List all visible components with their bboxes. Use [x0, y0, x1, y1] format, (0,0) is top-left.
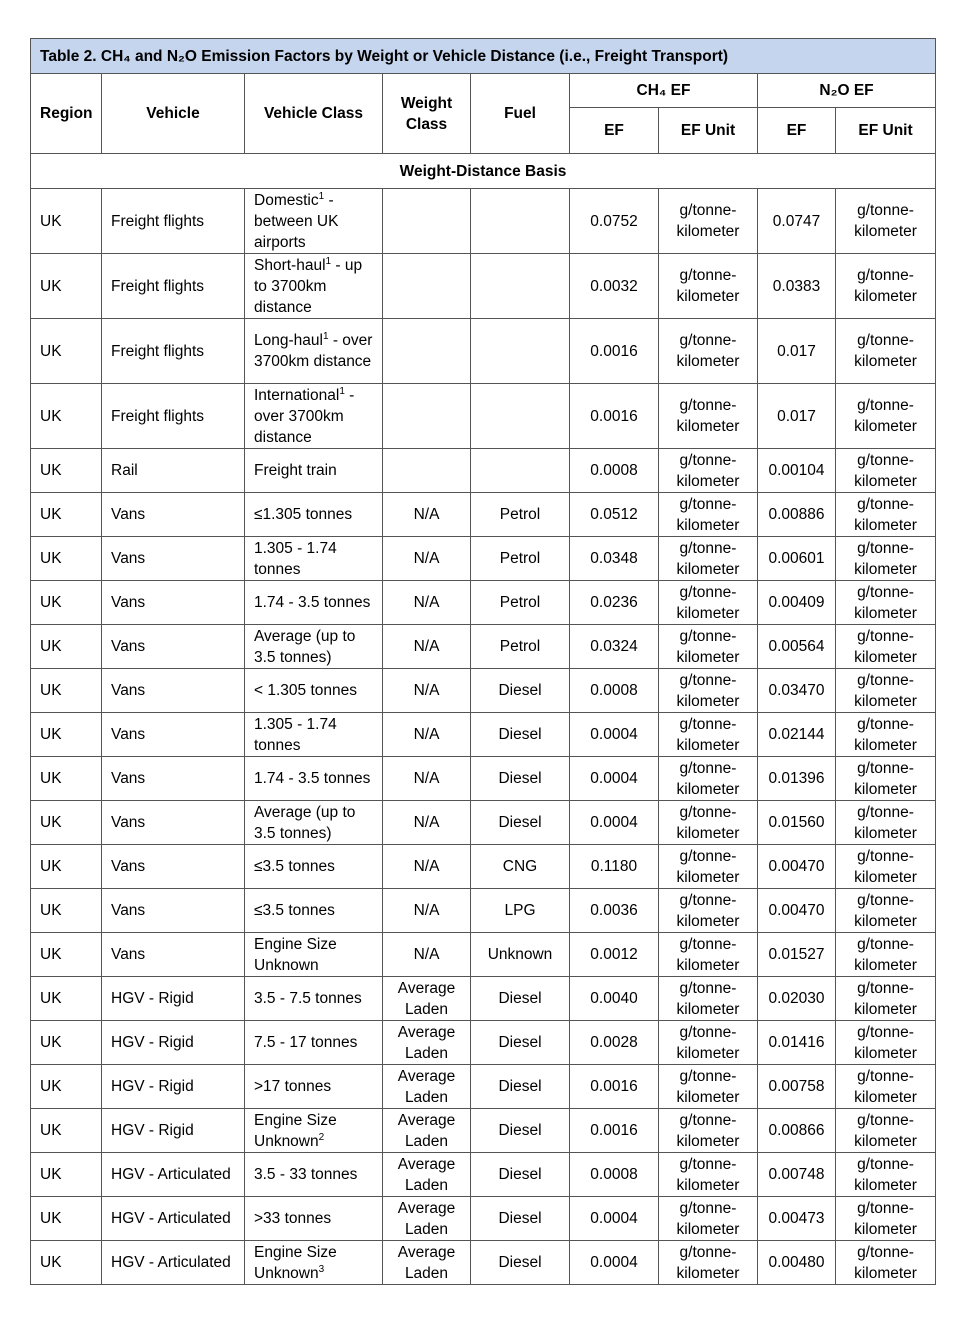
table-title: Table 2. CH₄ and N₂O Emission Factors by Weight or Vehicle Distance (i.e., Freight Transport)	[31, 39, 936, 74]
cell-vehicle: HGV - Articulated	[102, 1153, 245, 1197]
cell-vehicle: Vans	[102, 537, 245, 581]
cell-n2o-ef: 0.02030	[758, 977, 836, 1021]
cell-ch4-ef: 0.0016	[570, 319, 659, 384]
table-row	[31, 713, 936, 757]
vehicle-class-text: Engine Size Unknown	[254, 1243, 337, 1282]
cell-fuel: Petrol	[471, 537, 570, 581]
cell-n2o-ef: 0.017	[758, 384, 836, 449]
cell-region: UK	[31, 493, 102, 537]
cell-vehicle: Rail	[102, 449, 245, 493]
vehicle-class-text-rest: - up to 3700km distance	[254, 256, 363, 316]
header-vehicle-class: Vehicle Class	[245, 74, 383, 154]
header-n2o-ef: EF	[758, 108, 836, 154]
vehicle-class-text: International	[254, 386, 340, 404]
header-region: Region	[31, 74, 102, 154]
cell-n2o-ef: 0.017	[758, 319, 836, 384]
cell-weight-class: Average Laden	[383, 1241, 471, 1285]
cell-fuel: Petrol	[471, 493, 570, 537]
cell-fuel	[471, 449, 570, 493]
table-row	[31, 757, 936, 801]
cell-vehicle-class	[245, 977, 383, 1021]
cell-fuel: Diesel	[471, 757, 570, 801]
cell-ch4-ef-unit: g/tonne-kilometer	[659, 713, 758, 757]
cell-region: UK	[31, 319, 102, 384]
cell-ch4-ef: 0.0004	[570, 757, 659, 801]
emission-factors-table-container	[30, 38, 935, 1285]
cell-n2o-ef: 0.0383	[758, 254, 836, 319]
cell-weight-class: N/A	[383, 801, 471, 845]
cell-weight-class: N/A	[383, 845, 471, 889]
cell-region: UK	[31, 581, 102, 625]
cell-n2o-ef-unit: g/tonne-kilometer	[836, 933, 936, 977]
cell-n2o-ef-unit: g/tonne-kilometer	[836, 319, 936, 384]
cell-ch4-ef-unit: g/tonne-kilometer	[659, 384, 758, 449]
cell-weight-class: N/A	[383, 493, 471, 537]
cell-region: UK	[31, 1021, 102, 1065]
cell-vehicle-class	[245, 189, 383, 254]
cell-vehicle: HGV - Rigid	[102, 1021, 245, 1065]
cell-vehicle: Vans	[102, 669, 245, 713]
cell-vehicle-class	[245, 254, 383, 319]
cell-fuel	[471, 254, 570, 319]
cell-fuel: Diesel	[471, 1241, 570, 1285]
cell-region: UK	[31, 801, 102, 845]
cell-n2o-ef-unit: g/tonne-kilometer	[836, 384, 936, 449]
cell-ch4-ef: 0.0348	[570, 537, 659, 581]
cell-ch4-ef: 0.0752	[570, 189, 659, 254]
cell-vehicle-class	[245, 449, 383, 493]
cell-ch4-ef: 0.0016	[570, 384, 659, 449]
table-row	[31, 1109, 936, 1153]
vehicle-class-text: 1.305 - 1.74 tonnes	[254, 539, 337, 578]
cell-n2o-ef: 0.00470	[758, 845, 836, 889]
cell-ch4-ef-unit: g/tonne-kilometer	[659, 1109, 758, 1153]
cell-ch4-ef-unit: g/tonne-kilometer	[659, 625, 758, 669]
cell-fuel: LPG	[471, 889, 570, 933]
cell-ch4-ef-unit: g/tonne-kilometer	[659, 493, 758, 537]
cell-fuel: Diesel	[471, 1197, 570, 1241]
cell-region: UK	[31, 1197, 102, 1241]
table-row	[31, 189, 936, 254]
cell-vehicle-class	[245, 319, 383, 384]
cell-ch4-ef: 0.1180	[570, 845, 659, 889]
cell-weight-class: N/A	[383, 757, 471, 801]
cell-n2o-ef-unit: g/tonne-kilometer	[836, 669, 936, 713]
vehicle-class-text: Short-haul	[254, 256, 326, 274]
cell-vehicle: Vans	[102, 933, 245, 977]
cell-n2o-ef: 0.00480	[758, 1241, 836, 1285]
cell-weight-class: Average Laden	[383, 1065, 471, 1109]
cell-weight-class	[383, 384, 471, 449]
table-row	[31, 669, 936, 713]
cell-fuel: Diesel	[471, 1021, 570, 1065]
cell-fuel: Diesel	[471, 1153, 570, 1197]
cell-ch4-ef: 0.0324	[570, 625, 659, 669]
table-row	[31, 1197, 936, 1241]
vehicle-class-text: Engine Size Unknown	[254, 935, 337, 974]
cell-region: UK	[31, 713, 102, 757]
cell-ch4-ef: 0.0512	[570, 493, 659, 537]
cell-vehicle: Freight flights	[102, 254, 245, 319]
cell-region: UK	[31, 845, 102, 889]
cell-weight-class: N/A	[383, 537, 471, 581]
cell-weight-class	[383, 254, 471, 319]
table-row	[31, 1153, 936, 1197]
cell-vehicle-class	[245, 1153, 383, 1197]
cell-weight-class: Average Laden	[383, 1153, 471, 1197]
table-row	[31, 384, 936, 449]
cell-vehicle-class	[245, 757, 383, 801]
cell-weight-class: Average Laden	[383, 1197, 471, 1241]
table-row	[31, 493, 936, 537]
header-ch4-ef: EF	[570, 108, 659, 154]
cell-region: UK	[31, 757, 102, 801]
cell-n2o-ef-unit: g/tonne-kilometer	[836, 889, 936, 933]
cell-fuel: Diesel	[471, 713, 570, 757]
cell-ch4-ef: 0.0236	[570, 581, 659, 625]
cell-vehicle: Vans	[102, 845, 245, 889]
cell-vehicle: Vans	[102, 757, 245, 801]
cell-fuel: CNG	[471, 845, 570, 889]
cell-vehicle-class	[245, 493, 383, 537]
cell-region: UK	[31, 889, 102, 933]
cell-weight-class: Average Laden	[383, 977, 471, 1021]
cell-vehicle: Vans	[102, 493, 245, 537]
cell-vehicle: Vans	[102, 713, 245, 757]
cell-n2o-ef-unit: g/tonne-kilometer	[836, 1241, 936, 1285]
footnote-marker: 1	[339, 385, 345, 397]
cell-region: UK	[31, 933, 102, 977]
cell-weight-class: N/A	[383, 669, 471, 713]
cell-vehicle-class	[245, 1021, 383, 1065]
cell-vehicle-class	[245, 669, 383, 713]
cell-fuel: Diesel	[471, 977, 570, 1021]
cell-fuel	[471, 384, 570, 449]
cell-n2o-ef-unit: g/tonne-kilometer	[836, 1065, 936, 1109]
cell-n2o-ef-unit: g/tonne-kilometer	[836, 493, 936, 537]
cell-ch4-ef: 0.0008	[570, 669, 659, 713]
vehicle-class-text: ≤1.305 tonnes	[254, 506, 353, 523]
cell-n2o-ef-unit: g/tonne-kilometer	[836, 1153, 936, 1197]
cell-n2o-ef-unit: g/tonne-kilometer	[836, 254, 936, 319]
cell-n2o-ef: 0.00886	[758, 493, 836, 537]
cell-ch4-ef-unit: g/tonne-kilometer	[659, 189, 758, 254]
cell-ch4-ef: 0.0008	[570, 1153, 659, 1197]
cell-fuel: Unknown	[471, 933, 570, 977]
vehicle-class-text: Average (up to 3.5 tonnes)	[254, 627, 356, 666]
vehicle-class-text-rest: - over 3700km distance	[254, 386, 355, 446]
cell-vehicle: HGV - Articulated	[102, 1197, 245, 1241]
cell-n2o-ef-unit: g/tonne-kilometer	[836, 845, 936, 889]
cell-ch4-ef-unit: g/tonne-kilometer	[659, 581, 758, 625]
cell-fuel: Petrol	[471, 581, 570, 625]
cell-region: UK	[31, 384, 102, 449]
cell-n2o-ef: 0.01396	[758, 757, 836, 801]
cell-region: UK	[31, 977, 102, 1021]
cell-vehicle: HGV - Articulated	[102, 1241, 245, 1285]
cell-fuel: Diesel	[471, 1065, 570, 1109]
cell-ch4-ef-unit: g/tonne-kilometer	[659, 933, 758, 977]
vehicle-class-text: 3.5 - 33 tonnes	[254, 1166, 358, 1183]
vehicle-class-text: Domestic	[254, 191, 319, 209]
cell-vehicle: Freight flights	[102, 189, 245, 254]
cell-n2o-ef-unit: g/tonne-kilometer	[836, 977, 936, 1021]
footnote-marker: 1	[318, 190, 325, 202]
header-fuel: Fuel	[471, 74, 570, 154]
table-row	[31, 977, 936, 1021]
cell-weight-class: N/A	[383, 889, 471, 933]
cell-vehicle-class	[245, 845, 383, 889]
cell-region: UK	[31, 625, 102, 669]
cell-n2o-ef: 0.02144	[758, 713, 836, 757]
vehicle-class-text-rest: - between UK airports	[254, 191, 339, 251]
cell-region: UK	[31, 537, 102, 581]
cell-vehicle-class	[245, 1109, 383, 1153]
cell-ch4-ef-unit: g/tonne-kilometer	[659, 845, 758, 889]
cell-region: UK	[31, 1153, 102, 1197]
cell-weight-class: N/A	[383, 581, 471, 625]
table-row	[31, 801, 936, 845]
cell-region: UK	[31, 254, 102, 319]
vehicle-class-text-rest: - over 3700km distance	[254, 332, 373, 370]
section-weight-distance-basis: Weight-Distance Basis	[31, 154, 936, 189]
cell-ch4-ef-unit: g/tonne-kilometer	[659, 977, 758, 1021]
cell-ch4-ef: 0.0036	[570, 889, 659, 933]
cell-ch4-ef: 0.0032	[570, 254, 659, 319]
cell-n2o-ef: 0.00104	[758, 449, 836, 493]
cell-n2o-ef-unit: g/tonne-kilometer	[836, 189, 936, 254]
cell-n2o-ef-unit: g/tonne-kilometer	[836, 1021, 936, 1065]
cell-n2o-ef-unit: g/tonne-kilometer	[836, 757, 936, 801]
cell-n2o-ef: 0.01527	[758, 933, 836, 977]
cell-n2o-ef: 0.00564	[758, 625, 836, 669]
header-n2o-ef-unit: EF Unit	[836, 108, 936, 154]
cell-vehicle-class	[245, 384, 383, 449]
cell-n2o-ef-unit: g/tonne-kilometer	[836, 449, 936, 493]
cell-n2o-ef: 0.00470	[758, 889, 836, 933]
table-row	[31, 581, 936, 625]
cell-fuel	[471, 189, 570, 254]
cell-n2o-ef: 0.01560	[758, 801, 836, 845]
cell-vehicle: Vans	[102, 889, 245, 933]
cell-n2o-ef-unit: g/tonne-kilometer	[836, 801, 936, 845]
vehicle-class-text: 1.74 - 3.5 tonnes	[254, 594, 371, 611]
cell-vehicle: Vans	[102, 581, 245, 625]
header-ch4-ef-unit: EF Unit	[659, 108, 758, 154]
vehicle-class-text: Long-haul	[254, 332, 323, 349]
vehicle-class-text: ≤3.5 tonnes	[254, 902, 335, 919]
footnote-marker: 1	[322, 330, 329, 342]
cell-n2o-ef: 0.00473	[758, 1197, 836, 1241]
vehicle-class-text: Average (up to 3.5 tonnes)	[254, 803, 356, 842]
cell-n2o-ef-unit: g/tonne-kilometer	[836, 581, 936, 625]
cell-ch4-ef: 0.0004	[570, 713, 659, 757]
table-row	[31, 845, 936, 889]
cell-region: UK	[31, 189, 102, 254]
vehicle-class-text: 7.5 - 17 tonnes	[254, 1034, 358, 1051]
header-ch4-ef-group: CH₄ EF	[570, 74, 758, 108]
cell-n2o-ef-unit: g/tonne-kilometer	[836, 1109, 936, 1153]
cell-vehicle-class	[245, 933, 383, 977]
cell-fuel: Petrol	[471, 625, 570, 669]
cell-weight-class	[383, 189, 471, 254]
cell-ch4-ef: 0.0028	[570, 1021, 659, 1065]
footnote-marker: 2	[318, 1131, 325, 1143]
table-row	[31, 1241, 936, 1285]
table-row	[31, 889, 936, 933]
cell-vehicle-class	[245, 1241, 383, 1285]
table-row	[31, 1065, 936, 1109]
cell-ch4-ef: 0.0016	[570, 1109, 659, 1153]
table-row	[31, 254, 936, 319]
cell-ch4-ef-unit: g/tonne-kilometer	[659, 537, 758, 581]
vehicle-class-text: 1.305 - 1.74 tonnes	[254, 715, 337, 754]
cell-region: UK	[31, 669, 102, 713]
cell-weight-class	[383, 449, 471, 493]
emission-factors-table	[30, 38, 936, 1285]
cell-ch4-ef: 0.0004	[570, 801, 659, 845]
cell-vehicle: HGV - Rigid	[102, 1109, 245, 1153]
table-row	[31, 319, 936, 384]
cell-weight-class: N/A	[383, 933, 471, 977]
cell-vehicle-class	[245, 625, 383, 669]
vehicle-class-text: Freight train	[254, 462, 337, 479]
cell-ch4-ef-unit: g/tonne-kilometer	[659, 449, 758, 493]
cell-vehicle-class	[245, 801, 383, 845]
vehicle-class-text: 1.74 - 3.5 tonnes	[254, 770, 371, 787]
cell-n2o-ef: 0.03470	[758, 669, 836, 713]
cell-vehicle-class	[245, 581, 383, 625]
table-row	[31, 449, 936, 493]
cell-vehicle: Freight flights	[102, 384, 245, 449]
table-body	[31, 154, 936, 1285]
cell-n2o-ef: 0.01416	[758, 1021, 836, 1065]
cell-n2o-ef: 0.00866	[758, 1109, 836, 1153]
cell-weight-class: Average Laden	[383, 1109, 471, 1153]
cell-weight-class	[383, 319, 471, 384]
cell-fuel: Diesel	[471, 1109, 570, 1153]
cell-n2o-ef: 0.00758	[758, 1065, 836, 1109]
cell-ch4-ef: 0.0008	[570, 449, 659, 493]
cell-vehicle-class	[245, 889, 383, 933]
vehicle-class-text: 3.5 - 7.5 tonnes	[254, 990, 362, 1007]
vehicle-class-text: < 1.305 tonnes	[254, 682, 357, 699]
footnote-marker: 3	[318, 1263, 325, 1275]
cell-n2o-ef-unit: g/tonne-kilometer	[836, 713, 936, 757]
cell-ch4-ef-unit: g/tonne-kilometer	[659, 1197, 758, 1241]
footnote-marker: 1	[325, 255, 332, 267]
cell-n2o-ef: 0.00409	[758, 581, 836, 625]
header-vehicle: Vehicle	[102, 74, 245, 154]
cell-n2o-ef-unit: g/tonne-kilometer	[836, 1197, 936, 1241]
cell-ch4-ef-unit: g/tonne-kilometer	[659, 889, 758, 933]
cell-n2o-ef: 0.00601	[758, 537, 836, 581]
cell-vehicle: Vans	[102, 625, 245, 669]
cell-ch4-ef-unit: g/tonne-kilometer	[659, 319, 758, 384]
vehicle-class-text: ≤3.5 tonnes	[254, 858, 335, 875]
cell-weight-class: N/A	[383, 625, 471, 669]
cell-region: UK	[31, 1109, 102, 1153]
header-weight-class: Weight Class	[383, 74, 471, 154]
cell-vehicle: HGV - Rigid	[102, 977, 245, 1021]
cell-n2o-ef-unit: g/tonne-kilometer	[836, 537, 936, 581]
header-n2o-ef-group: N₂O EF	[758, 74, 936, 108]
cell-ch4-ef-unit: g/tonne-kilometer	[659, 1153, 758, 1197]
cell-region: UK	[31, 1065, 102, 1109]
vehicle-class-text: >33 tonnes	[254, 1210, 332, 1227]
cell-ch4-ef: 0.0016	[570, 1065, 659, 1109]
cell-weight-class: Average Laden	[383, 1021, 471, 1065]
cell-vehicle: Vans	[102, 801, 245, 845]
cell-ch4-ef: 0.0004	[570, 1241, 659, 1285]
cell-ch4-ef: 0.0012	[570, 933, 659, 977]
cell-vehicle-class	[245, 713, 383, 757]
cell-vehicle: Freight flights	[102, 319, 245, 384]
cell-fuel: Diesel	[471, 669, 570, 713]
cell-n2o-ef-unit: g/tonne-kilometer	[836, 625, 936, 669]
cell-ch4-ef: 0.0040	[570, 977, 659, 1021]
cell-ch4-ef-unit: g/tonne-kilometer	[659, 254, 758, 319]
cell-fuel	[471, 319, 570, 384]
cell-n2o-ef: 0.00748	[758, 1153, 836, 1197]
vehicle-class-text: Engine Size Unknown	[254, 1111, 337, 1150]
cell-ch4-ef-unit: g/tonne-kilometer	[659, 1065, 758, 1109]
table-row	[31, 1021, 936, 1065]
cell-vehicle-class	[245, 1197, 383, 1241]
cell-region: UK	[31, 449, 102, 493]
cell-vehicle-class	[245, 1065, 383, 1109]
cell-fuel: Diesel	[471, 801, 570, 845]
cell-n2o-ef: 0.0747	[758, 189, 836, 254]
cell-region: UK	[31, 1241, 102, 1285]
table-row	[31, 537, 936, 581]
vehicle-class-text: >17 tonnes	[254, 1078, 332, 1095]
cell-ch4-ef-unit: g/tonne-kilometer	[659, 1241, 758, 1285]
cell-ch4-ef-unit: g/tonne-kilometer	[659, 757, 758, 801]
cell-vehicle-class	[245, 537, 383, 581]
cell-weight-class: N/A	[383, 713, 471, 757]
cell-vehicle: HGV - Rigid	[102, 1065, 245, 1109]
cell-ch4-ef-unit: g/tonne-kilometer	[659, 669, 758, 713]
table-row	[31, 933, 936, 977]
table-row	[31, 625, 936, 669]
cell-ch4-ef-unit: g/tonne-kilometer	[659, 801, 758, 845]
cell-ch4-ef-unit: g/tonne-kilometer	[659, 1021, 758, 1065]
cell-ch4-ef: 0.0004	[570, 1197, 659, 1241]
